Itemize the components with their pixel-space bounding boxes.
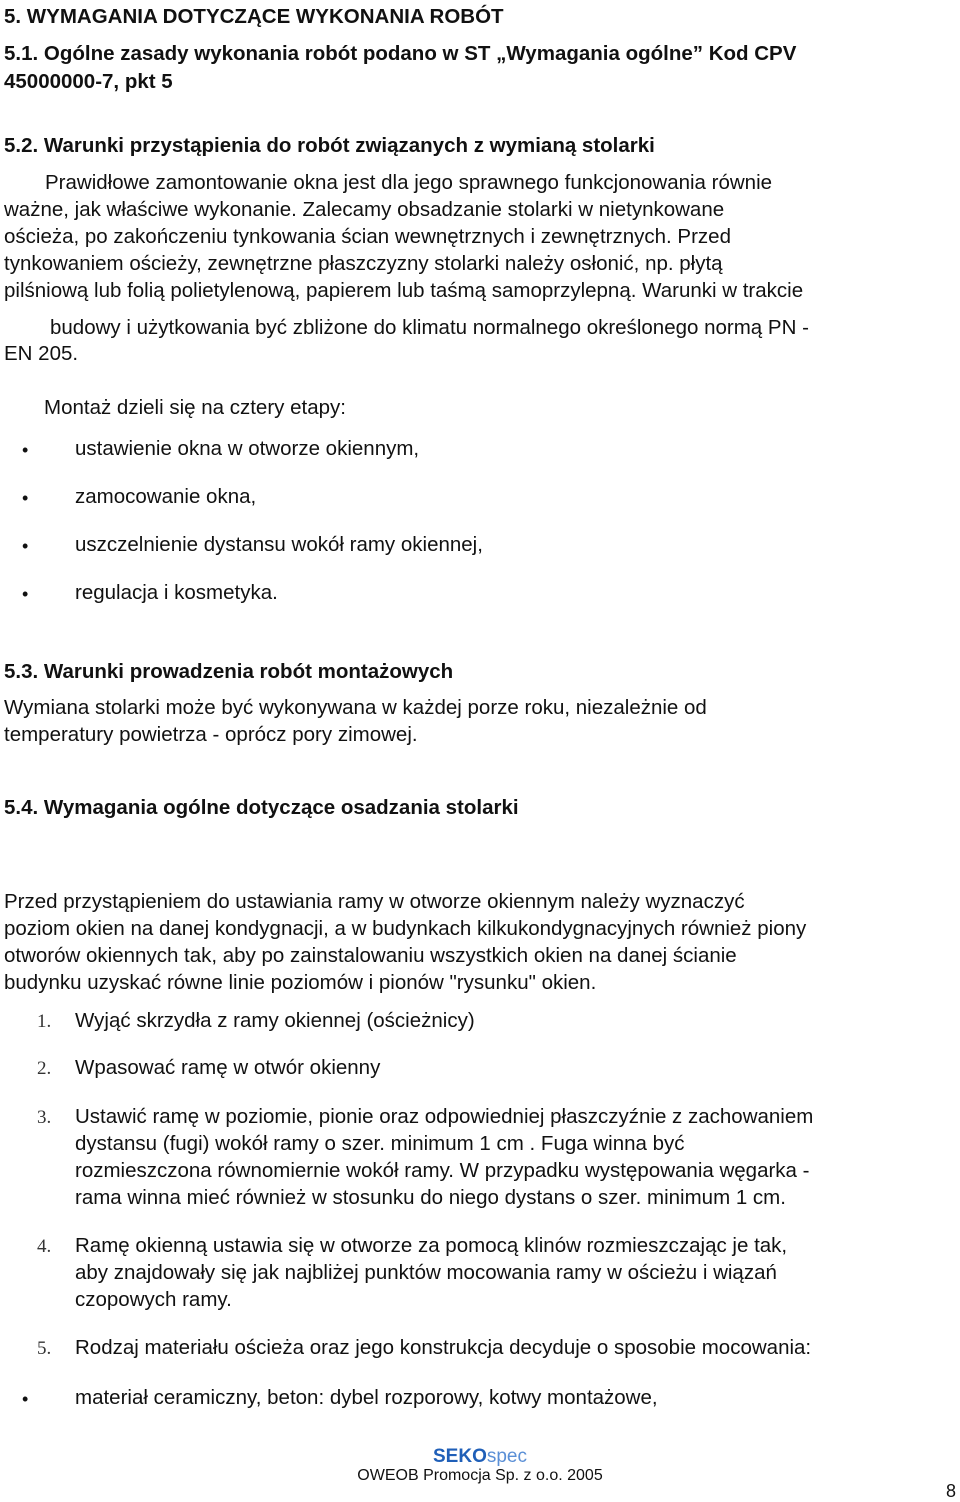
- step-number: 4.: [37, 1236, 52, 1257]
- montage-intro: Montaż dzieli się na cztery etapy:: [44, 396, 346, 419]
- paragraph-line: Przed przystąpieniem do ustawiania ramy w otworze okiennym należy wyznaczyć: [4, 890, 745, 913]
- list-item-line: dystansu (fugi) wokół ramy o szer. minimum 1 cm . Fuga winna być: [75, 1132, 685, 1155]
- list-item-line: rama winna mieć również w stosunku do niego dystans o szer. minimum 1 cm.: [75, 1186, 786, 1209]
- section-5-1-line-2: 45000000-7, pkt 5: [4, 70, 173, 93]
- brand-part-seko: SEKO: [433, 1446, 487, 1467]
- brand-part-spec: spec: [486, 1446, 527, 1467]
- step-number: 5.: [37, 1338, 52, 1359]
- paragraph-line: ościeża, po zakończeniu tynkowania ścian wewnętrznych i zewnętrznych. Przed: [4, 225, 731, 248]
- paragraph-line: otworów okiennych tak, aby po zainstalowaniu wszystkich okien na danej ścianie: [4, 944, 737, 967]
- paragraph-line: tynkowaniem ościeży, zewnętrzne płaszczyzny stolarki należy osłonić, np. płytą: [4, 252, 723, 275]
- step-number: 3.: [37, 1107, 52, 1128]
- page-number: 8: [945, 1481, 956, 1501]
- paragraph-line: Prawidłowe zamontowanie okna jest dla jego sprawnego funkcjonowania równie: [45, 171, 773, 194]
- list-item: uszczelnienie dystansu wokół ramy okiennej,: [75, 533, 483, 556]
- footer-brand-logo: [0, 1446, 960, 1468]
- list-item: ustawienie okna w otworze okiennym,: [75, 437, 420, 460]
- step-number: 2.: [37, 1058, 52, 1079]
- paragraph-line: EN 205.: [4, 342, 79, 365]
- paragraph-line: pilśniową lub folią polietylenową, papierem lub taśmą samoprzylepną. Warunki w trakcie: [4, 279, 804, 302]
- bullet-icon: •: [22, 488, 29, 508]
- step-number: 1.: [37, 1011, 52, 1032]
- paragraph-line: budynku uzyskać równe linie poziomów i pionów "rysunku" okien.: [4, 971, 597, 994]
- list-item-line: aby znajdowały się jak najbliżej punktów mocowania ramy w ościeżu i wiązań: [75, 1261, 777, 1284]
- paragraph-line: temperatury powietrza - oprócz pory zimowej.: [4, 723, 418, 746]
- list-item: Ramę okienną ustawia się w otworze za pomocą klinów rozmieszczając je tak,: [75, 1234, 788, 1257]
- list-item: zamocowanie okna,: [75, 485, 257, 508]
- section-5-4-title: 5.4. Wymagania ogólne dotyczące osadzania stolarki: [4, 796, 519, 819]
- section-5-2-title: 5.2. Warunki przystąpienia do robót związanych z wymianą stolarki: [4, 134, 655, 157]
- list-item-line: czopowych ramy.: [75, 1288, 232, 1311]
- list-item: Rodzaj materiału ościeża oraz jego konstrukcja decyduje o sposobie mocowania:: [75, 1336, 812, 1359]
- bullet-icon: •: [22, 536, 29, 556]
- list-item: Wpasować ramę w otwór okienny: [75, 1056, 381, 1079]
- paragraph-line: poziom okien na danej kondygnacji, a w budynkach kilkukondygnacyjnych również piony: [4, 917, 807, 940]
- list-item-line: rozmieszczona równomiernie wokół ramy. W przypadku występowania węgarka -: [75, 1159, 810, 1182]
- footer-company: OWEOB Promocja Sp. z o.o. 2005: [357, 1467, 603, 1484]
- bullet-icon: •: [22, 1389, 29, 1409]
- list-item: materiał ceramiczny, beton: dybel rozporowy, kotwy montażowe,: [75, 1386, 658, 1409]
- list-item: regulacja i kosmetyka.: [75, 581, 278, 604]
- bullet-icon: •: [22, 440, 29, 460]
- paragraph-line: ważne, jak właściwe wykonanie. Zalecamy obsadzanie stolarki w nietynkowane: [4, 198, 725, 221]
- paragraph-line: Wymiana stolarki może być wykonywana w każdej porze roku, niezależnie od: [4, 696, 707, 719]
- list-item: Wyjąć skrzydła z ramy okiennej (ościeżnicy): [75, 1009, 475, 1032]
- bullet-icon: •: [22, 584, 29, 604]
- section-5-title: 5. WYMAGANIA DOTYCZĄCE WYKONANIA ROBÓT: [4, 5, 504, 28]
- section-5-3-title: 5.3. Warunki prowadzenia robót montażowych: [4, 660, 454, 683]
- list-item: Ustawić ramę w poziomie, pionie oraz odpowiedniej płaszczyźnie z zachowaniem: [75, 1105, 814, 1128]
- section-5-1-line-1: 5.1. Ogólne zasady wykonania robót podano w ST „Wymagania ogólne” Kod CPV: [4, 42, 797, 65]
- paragraph-line: budowy i użytkowania być zbliżone do klimatu normalnego określonego normą PN -: [50, 316, 809, 339]
